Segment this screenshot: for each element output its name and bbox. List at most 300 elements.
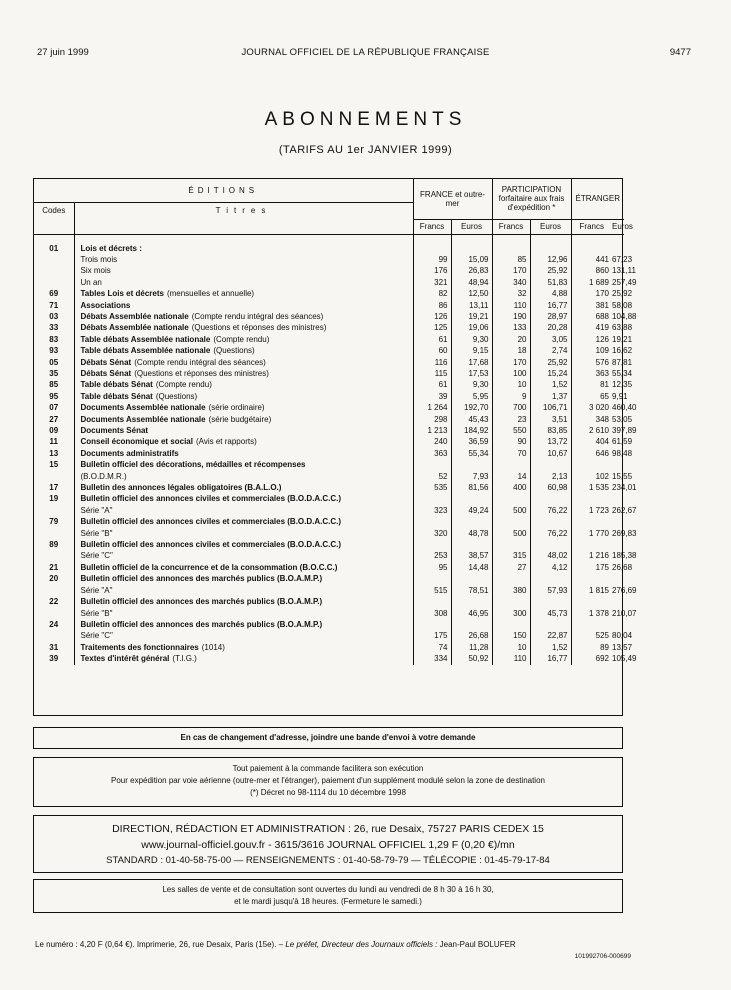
row-value: 170 bbox=[571, 288, 612, 299]
row-title: Série "A" bbox=[80, 505, 113, 515]
row-value: 150 bbox=[492, 630, 530, 641]
row-value: 13,11 bbox=[451, 300, 492, 311]
row-value bbox=[612, 619, 624, 630]
direction-phones: STANDARD : 01-40-58-75-00 — RENSEIGNEMENTS : 01-40-58-79-79 — TÉLÉCOPIE : 01-45-79-17-84 bbox=[106, 855, 550, 866]
row-value bbox=[571, 493, 612, 504]
page-title: ABONNEMENTS bbox=[264, 109, 467, 130]
table-row bbox=[34, 322, 624, 333]
row-value bbox=[571, 516, 612, 527]
row-value bbox=[530, 596, 571, 607]
row-value: 36,59 bbox=[451, 436, 492, 447]
table-row bbox=[34, 653, 624, 664]
row-value: 67,23 bbox=[612, 254, 633, 264]
row-value: 3,05 bbox=[530, 334, 571, 345]
row-value bbox=[451, 516, 492, 527]
row-value: 3,51 bbox=[530, 414, 571, 425]
row-value: 95 bbox=[413, 562, 451, 573]
row-value bbox=[492, 516, 530, 527]
row-value bbox=[451, 619, 492, 630]
row-value bbox=[530, 516, 571, 527]
row-value bbox=[492, 459, 530, 470]
row-value bbox=[413, 234, 451, 254]
row-title: Table débats Assemblée nationale bbox=[80, 334, 211, 344]
table-row bbox=[34, 300, 624, 311]
row-value bbox=[571, 459, 612, 470]
row-value: 15,55 bbox=[612, 471, 633, 481]
direction-address: DIRECTION, RÉDACTION ET ADMINISTRATION : 26, rue Desaix, 75727 PARIS CEDEX 15 bbox=[112, 823, 544, 835]
row-value: 22,87 bbox=[530, 630, 571, 641]
row-code: 22 bbox=[49, 597, 59, 607]
row-code bbox=[34, 608, 74, 619]
row-value: 74 bbox=[413, 642, 451, 653]
row-title-note: (Compte rendu intégral des séances) bbox=[191, 311, 324, 321]
table-row bbox=[34, 379, 624, 390]
euros-header: Euros bbox=[451, 219, 492, 234]
row-code bbox=[34, 528, 74, 539]
row-value: 102 bbox=[571, 471, 612, 482]
row-value: 55,34 bbox=[612, 368, 633, 378]
row-value bbox=[451, 539, 492, 550]
row-code: 09 bbox=[49, 426, 59, 435]
row-value: 340 bbox=[492, 277, 530, 288]
row-value: 184,92 bbox=[451, 425, 492, 436]
row-value bbox=[492, 234, 530, 254]
row-value: 460,40 bbox=[612, 403, 637, 413]
row-value: 26,83 bbox=[451, 265, 492, 276]
row-value: 51,83 bbox=[530, 277, 571, 288]
row-value bbox=[612, 573, 624, 584]
row-title: (B.O.D.M.R.) bbox=[80, 471, 127, 481]
page-subtitle: (TARIFS AU 1er JANVIER 1999) bbox=[278, 144, 453, 156]
row-value: 4,12 bbox=[530, 562, 571, 573]
row-value: 89 bbox=[571, 642, 612, 653]
row-value: 49,24 bbox=[451, 505, 492, 516]
row-value bbox=[413, 619, 451, 630]
row-value: 25,92 bbox=[530, 265, 571, 276]
sales-line: et le mardi jusqu'à 18 heures. (Fermeture le samedi.) bbox=[234, 897, 422, 906]
row-code: 17 bbox=[49, 483, 59, 493]
row-value: 125 bbox=[413, 322, 451, 333]
footer-prefect: Le préfet, Directeur des Journaux officiels : bbox=[285, 940, 438, 949]
row-title: Débats Assemblée nationale bbox=[80, 323, 189, 333]
row-value: 110 bbox=[492, 653, 530, 664]
row-value: 17,53 bbox=[451, 368, 492, 379]
table-row bbox=[34, 642, 624, 653]
row-value: 1,52 bbox=[530, 642, 571, 653]
row-value: 105,49 bbox=[612, 654, 637, 664]
row-value: 17,68 bbox=[451, 357, 492, 368]
row-title-note: (Questions) bbox=[155, 391, 198, 401]
row-value: 82 bbox=[413, 288, 451, 299]
row-value: 500 bbox=[492, 528, 530, 539]
row-title: Table débats Assemblée nationale bbox=[80, 346, 211, 356]
row-value: 1 535 bbox=[571, 482, 612, 493]
row-title-note: (Compte rendu) bbox=[155, 380, 212, 390]
row-title-note: (Questions et réponses des ministres) bbox=[191, 323, 327, 333]
row-title: Série "A" bbox=[80, 585, 113, 595]
row-value: 176 bbox=[413, 265, 451, 276]
payment-line: Tout paiement à la commande facilitera son exécution bbox=[232, 764, 424, 773]
france-header: FRANCE et outre-mer bbox=[413, 179, 492, 219]
table-row bbox=[34, 596, 624, 607]
sales-hours bbox=[33, 879, 623, 913]
euros-header: Euros bbox=[530, 219, 571, 234]
row-value: 76,22 bbox=[530, 505, 571, 516]
payment-line: Pour expédition par voie aérienne (outre-mer et l'étranger), paiement d'un supplément modulé selon la zone de destination bbox=[111, 776, 545, 785]
francs-header: Francs bbox=[492, 219, 530, 234]
row-value: 25,92 bbox=[612, 289, 633, 299]
row-value: 175 bbox=[413, 630, 451, 641]
row-value: 323 bbox=[413, 505, 451, 516]
row-value: 5,95 bbox=[451, 391, 492, 402]
table-row bbox=[34, 288, 624, 299]
row-value: 9 bbox=[492, 391, 530, 402]
row-title: Un an bbox=[80, 277, 102, 287]
row-title-note: (T.I.G.) bbox=[172, 654, 197, 664]
row-value: 1 770 bbox=[571, 528, 612, 539]
row-value: 7,93 bbox=[451, 471, 492, 482]
row-code: 79 bbox=[49, 517, 59, 527]
participation-header: PARTICIPATION forfaitaire aux frais d'expédition * bbox=[492, 179, 571, 219]
row-value bbox=[492, 596, 530, 607]
row-code: 71 bbox=[49, 300, 59, 310]
table-row bbox=[34, 550, 624, 561]
row-value bbox=[413, 573, 451, 584]
row-value: 76,22 bbox=[530, 528, 571, 539]
row-value bbox=[492, 493, 530, 504]
row-title: Conseil économique et social bbox=[80, 437, 193, 447]
row-title: Trois mois bbox=[80, 254, 118, 264]
row-title-note: (1014) bbox=[201, 642, 225, 652]
row-code: 07 bbox=[49, 403, 59, 413]
row-value bbox=[612, 539, 624, 550]
header-date: 27 juin 1999 bbox=[37, 47, 89, 58]
header-journal-title: JOURNAL OFFICIEL DE LA RÉPUBLIQUE FRANÇAISE bbox=[241, 47, 490, 58]
row-code bbox=[34, 505, 74, 516]
row-title: Bulletin officiel des annonces civiles et commerciales (B.O.D.A.C.C.) bbox=[80, 517, 342, 527]
table-row bbox=[34, 619, 624, 630]
row-code bbox=[34, 585, 74, 596]
row-value: 10,67 bbox=[530, 448, 571, 459]
row-title: Bulletin officiel des décorations, médailles et récompenses bbox=[80, 460, 306, 470]
row-value: 13,72 bbox=[530, 436, 571, 447]
row-value: 1 723 bbox=[571, 505, 612, 516]
table-row bbox=[34, 528, 624, 539]
print-reference: 101992706-000699 bbox=[574, 953, 631, 960]
table-row bbox=[34, 448, 624, 459]
row-value: 87,81 bbox=[612, 357, 633, 367]
row-value: 61 bbox=[413, 334, 451, 345]
row-title: Série "C" bbox=[80, 631, 113, 641]
row-title-note: (Compte rendu intégral des séances) bbox=[134, 357, 266, 367]
row-value: 397,89 bbox=[612, 426, 637, 435]
row-value: 1 216 bbox=[571, 550, 612, 561]
row-title: Bulletin des annonces légales obligatoires (B.A.L.O.) bbox=[80, 483, 282, 493]
row-code: 03 bbox=[49, 311, 59, 321]
row-code bbox=[34, 254, 74, 265]
row-title: Documents Assemblée nationale bbox=[80, 403, 206, 413]
row-value: 19,21 bbox=[451, 311, 492, 322]
row-value: 65 bbox=[571, 391, 612, 402]
row-code: 39 bbox=[49, 654, 59, 664]
row-code: 33 bbox=[49, 323, 59, 333]
row-value: 1 689 bbox=[571, 277, 612, 288]
editions-header: ÉDITIONS bbox=[188, 185, 259, 195]
row-value: 116 bbox=[413, 357, 451, 368]
row-value: 10 bbox=[492, 379, 530, 390]
row-value: 19,21 bbox=[612, 334, 633, 344]
row-value: 133 bbox=[492, 322, 530, 333]
row-title: Six mois bbox=[80, 266, 111, 276]
row-value: 9,91 bbox=[612, 391, 628, 401]
row-value bbox=[492, 619, 530, 630]
row-value: 39 bbox=[413, 391, 451, 402]
row-value: 16,77 bbox=[530, 653, 571, 664]
row-value bbox=[492, 539, 530, 550]
row-title: Série "B" bbox=[80, 608, 113, 618]
row-title: Bulletin officiel des annonces des marchés publics (B.O.A.M.P.) bbox=[80, 619, 323, 629]
row-value bbox=[530, 539, 571, 550]
footer-price: Le numéro : 4,20 F (0,64 €). Imprimerie, 26, rue Desaix, Paris (15e). – bbox=[35, 940, 284, 949]
row-value: 210,07 bbox=[612, 608, 637, 618]
table-row bbox=[34, 493, 624, 504]
row-value: 175 bbox=[571, 562, 612, 573]
row-code: 83 bbox=[49, 334, 59, 344]
row-value: 308 bbox=[413, 608, 451, 619]
row-value: 90 bbox=[492, 436, 530, 447]
row-value: 688 bbox=[571, 311, 612, 322]
row-title-note: (Compte rendu) bbox=[213, 334, 270, 344]
row-value: 576 bbox=[571, 357, 612, 368]
row-value: 16,62 bbox=[612, 346, 633, 356]
row-title: Débats Sénat bbox=[80, 368, 132, 378]
row-code: 01 bbox=[49, 243, 59, 253]
row-value bbox=[571, 234, 612, 254]
row-code: 95 bbox=[49, 391, 59, 401]
row-value: 20 bbox=[492, 334, 530, 345]
row-value: 1 264 bbox=[413, 402, 451, 413]
row-code bbox=[34, 265, 74, 276]
footer bbox=[35, 940, 516, 949]
row-value: 60,98 bbox=[530, 482, 571, 493]
row-value: 419 bbox=[571, 322, 612, 333]
row-value: 1,52 bbox=[530, 379, 571, 390]
table-row bbox=[34, 345, 624, 356]
row-value: 18 bbox=[492, 345, 530, 356]
row-value: 525 bbox=[571, 630, 612, 641]
row-value: 298 bbox=[413, 414, 451, 425]
row-value: 441 bbox=[571, 254, 612, 265]
row-value bbox=[451, 596, 492, 607]
row-value bbox=[612, 516, 624, 527]
row-code: 13 bbox=[49, 448, 59, 458]
row-value: 109 bbox=[571, 345, 612, 356]
row-title: Débats Sénat bbox=[80, 357, 132, 367]
row-value bbox=[571, 573, 612, 584]
row-value: 300 bbox=[492, 608, 530, 619]
row-title: Traitements des fonctionnaires bbox=[80, 642, 199, 652]
row-value: 60 bbox=[413, 345, 451, 356]
row-value: 26,68 bbox=[451, 630, 492, 641]
row-code: 20 bbox=[49, 574, 59, 584]
table-row bbox=[34, 425, 624, 436]
row-value: 262,67 bbox=[612, 505, 637, 515]
row-value: 48,02 bbox=[530, 550, 571, 561]
row-value bbox=[413, 493, 451, 504]
row-value: 57,93 bbox=[530, 585, 571, 596]
row-value: 131,11 bbox=[612, 266, 636, 276]
row-title: Documents administratifs bbox=[80, 448, 179, 458]
row-code: 24 bbox=[49, 619, 59, 629]
table-row bbox=[34, 357, 624, 368]
row-title: Documents Sénat bbox=[80, 426, 149, 435]
row-value: 23 bbox=[492, 414, 530, 425]
row-value: 32 bbox=[492, 288, 530, 299]
row-value: 61 bbox=[413, 379, 451, 390]
row-value: 27 bbox=[492, 562, 530, 573]
row-value: 25,92 bbox=[530, 357, 571, 368]
row-value: 646 bbox=[571, 448, 612, 459]
row-value: 70 bbox=[492, 448, 530, 459]
row-value: 14,48 bbox=[451, 562, 492, 573]
row-value: 320 bbox=[413, 528, 451, 539]
table-row bbox=[34, 402, 624, 413]
row-value: 83,85 bbox=[530, 425, 571, 436]
row-value: 1 815 bbox=[571, 585, 612, 596]
decree-note: (*) Décret no 98-1114 du 10 décembre 1998 bbox=[250, 788, 406, 797]
table-row bbox=[34, 505, 624, 516]
row-value: 315 bbox=[492, 550, 530, 561]
row-value bbox=[612, 234, 624, 254]
row-value: 404 bbox=[571, 436, 612, 447]
etranger-header: ÉTRANGER bbox=[571, 179, 624, 219]
row-code: 21 bbox=[49, 562, 59, 572]
euros-header: Euros bbox=[612, 219, 624, 234]
row-value bbox=[451, 573, 492, 584]
row-value: 12,50 bbox=[451, 288, 492, 299]
row-code bbox=[34, 550, 74, 561]
row-value: 81,56 bbox=[451, 482, 492, 493]
payment-notice bbox=[33, 757, 623, 807]
row-code: 11 bbox=[49, 437, 58, 447]
table-row bbox=[34, 368, 624, 379]
row-title-note: (série budgétaire) bbox=[208, 414, 272, 424]
row-value: 1,37 bbox=[530, 391, 571, 402]
row-value: 550 bbox=[492, 425, 530, 436]
table-row bbox=[34, 277, 624, 288]
table-row bbox=[34, 471, 624, 482]
row-value: 106,71 bbox=[530, 402, 571, 413]
row-value: 10 bbox=[492, 642, 530, 653]
row-value: 700 bbox=[492, 402, 530, 413]
row-value: 126 bbox=[571, 334, 612, 345]
table-row bbox=[34, 391, 624, 402]
row-code bbox=[34, 630, 74, 641]
row-value: 15,09 bbox=[451, 254, 492, 265]
row-value bbox=[413, 516, 451, 527]
row-value: 58,08 bbox=[612, 300, 633, 310]
row-value: 61,59 bbox=[612, 437, 633, 447]
row-value: 48,94 bbox=[451, 277, 492, 288]
row-value: 363 bbox=[413, 448, 451, 459]
row-value: 3 020 bbox=[571, 402, 612, 413]
row-value: 12,35 bbox=[612, 380, 633, 390]
row-value bbox=[451, 459, 492, 470]
row-code: 89 bbox=[49, 540, 59, 550]
row-value bbox=[612, 459, 624, 470]
row-title-note: (série ordinaire) bbox=[208, 403, 265, 413]
row-value bbox=[530, 234, 571, 254]
row-title: Table débats Sénat bbox=[80, 391, 153, 401]
row-value: 2,13 bbox=[530, 471, 571, 482]
codes-header: Codes bbox=[34, 202, 74, 219]
table-row bbox=[34, 334, 624, 345]
row-title-note: (Questions et réponses des ministres) bbox=[134, 368, 269, 378]
row-value bbox=[571, 596, 612, 607]
row-code bbox=[34, 471, 74, 482]
row-value: 48,78 bbox=[451, 528, 492, 539]
page-number: 9477 bbox=[669, 47, 691, 58]
row-value: 16,77 bbox=[530, 300, 571, 311]
row-value bbox=[413, 596, 451, 607]
row-title: Bulletin officiel des annonces civiles et commerciales (B.O.D.A.C.C.) bbox=[80, 540, 342, 550]
row-title: Table débats Sénat bbox=[80, 380, 153, 390]
table-row bbox=[34, 234, 624, 254]
row-value bbox=[571, 539, 612, 550]
rates-table-body bbox=[34, 234, 637, 665]
table-row bbox=[34, 459, 624, 470]
row-title: Bulletin officiel des annonces des marchés publics (B.O.A.M.P.) bbox=[80, 597, 323, 607]
row-value bbox=[612, 596, 624, 607]
row-value: 115 bbox=[413, 368, 451, 379]
table-row bbox=[34, 539, 624, 550]
direction-web: www.journal-officiel.gouv.fr - 3615/3616 JOURNAL OFFICIEL 1,29 F (0,20 €)/mn bbox=[141, 839, 515, 851]
row-value bbox=[530, 493, 571, 504]
row-value: 321 bbox=[413, 277, 451, 288]
direction-block bbox=[33, 815, 623, 873]
row-value: 80,04 bbox=[612, 631, 633, 641]
row-value: 240 bbox=[413, 436, 451, 447]
row-value: 78,51 bbox=[451, 585, 492, 596]
row-value: 860 bbox=[571, 265, 612, 276]
row-value: 104,88 bbox=[612, 311, 637, 321]
address-change-notice: En cas de changement d'adresse, joindre une bande d'envoi à votre demande bbox=[33, 727, 623, 749]
row-value bbox=[530, 619, 571, 630]
row-value: 2,74 bbox=[530, 345, 571, 356]
row-title: Bulletin officiel de la concurrence et de la consommation (B.O.C.C.) bbox=[80, 562, 338, 572]
row-code bbox=[34, 277, 74, 288]
row-value: 515 bbox=[413, 585, 451, 596]
row-value bbox=[530, 573, 571, 584]
table-row bbox=[34, 265, 624, 276]
row-code: 15 bbox=[49, 460, 59, 470]
row-value: 2 610 bbox=[571, 425, 612, 436]
row-title: Textes d'intérêt général bbox=[80, 654, 170, 664]
row-value: 45,73 bbox=[530, 608, 571, 619]
row-value: 380 bbox=[492, 585, 530, 596]
row-value: 1 378 bbox=[571, 608, 612, 619]
row-title: Série "B" bbox=[80, 528, 113, 538]
row-value bbox=[492, 573, 530, 584]
row-value: 363 bbox=[571, 368, 612, 379]
francs-header: Francs bbox=[571, 219, 612, 234]
row-value: 9,30 bbox=[451, 379, 492, 390]
row-code: 31 bbox=[49, 642, 59, 652]
row-code: 35 bbox=[49, 368, 59, 378]
running-header bbox=[0, 47, 731, 61]
row-value: 4,88 bbox=[530, 288, 571, 299]
row-title: Bulletin officiel des annonces civiles et commerciales (B.O.D.A.C.C.) bbox=[80, 494, 342, 504]
